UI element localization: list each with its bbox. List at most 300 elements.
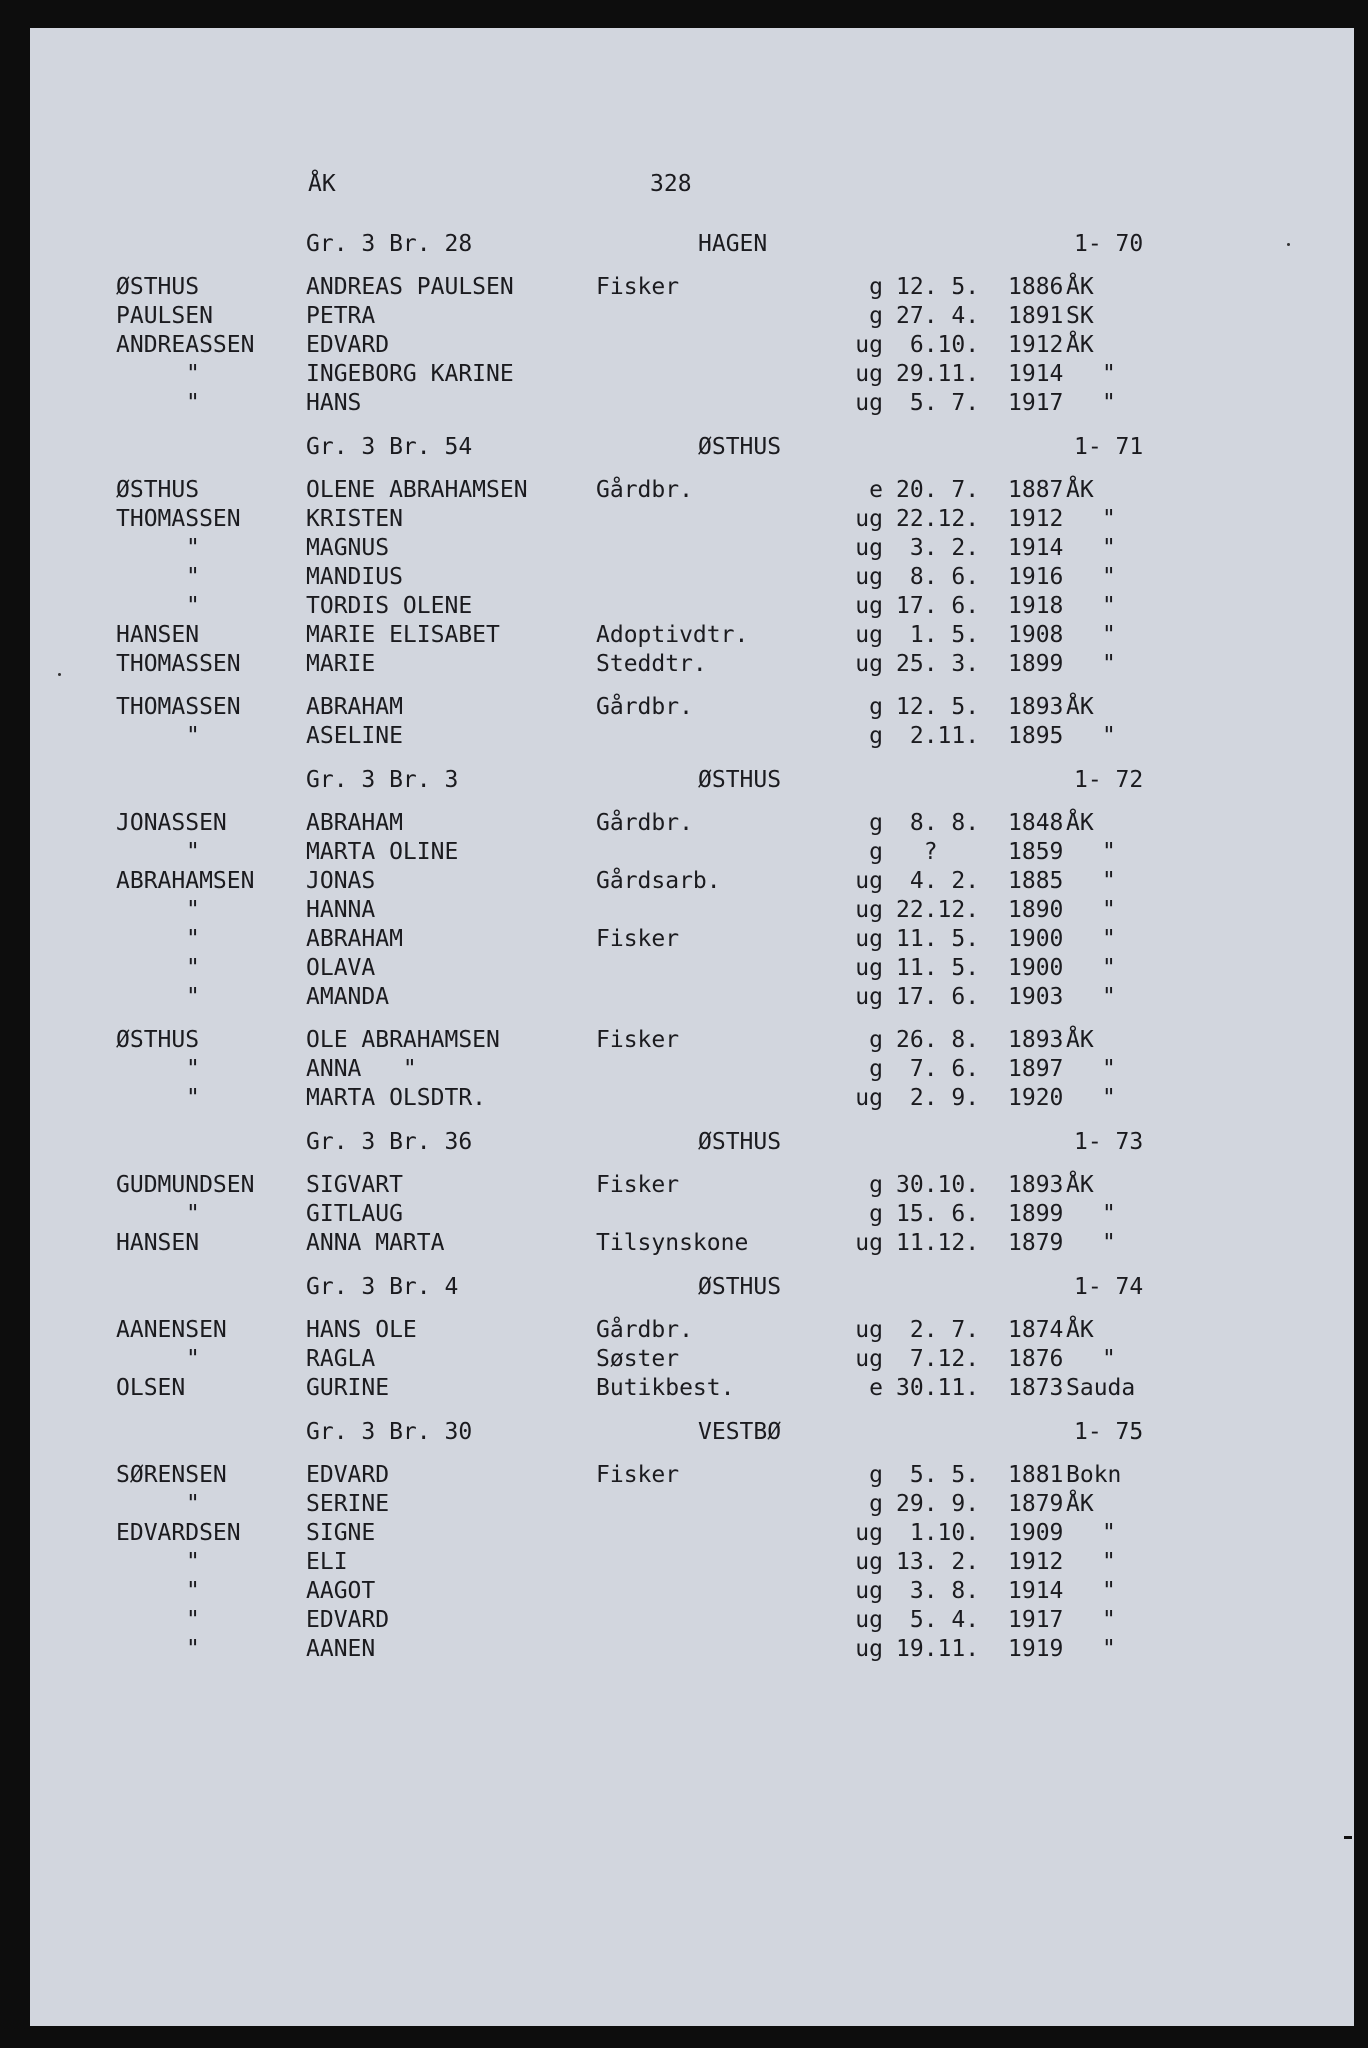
birth-date: 17. 6. bbox=[896, 984, 980, 1010]
birth-year: 1893 bbox=[1008, 1027, 1064, 1053]
farm-name: ØSTHUS bbox=[698, 1274, 782, 1300]
birth-date: 7.12. bbox=[896, 1346, 980, 1372]
person-row bbox=[30, 983, 1354, 1012]
census-listing bbox=[30, 28, 1144, 1662]
marital-status: g bbox=[869, 274, 883, 300]
person-row bbox=[30, 331, 1354, 360]
birthplace: " bbox=[1102, 535, 1116, 561]
birthplace: " bbox=[1102, 506, 1116, 532]
parish-code: ÅK bbox=[308, 171, 336, 197]
given-name: PETRA bbox=[306, 303, 376, 329]
birth-year: 1914 bbox=[1008, 1578, 1064, 1604]
birth-date: 4. 2. bbox=[896, 868, 980, 894]
marital-status: e bbox=[869, 477, 883, 503]
birth-date: 5. 5. bbox=[896, 1462, 980, 1488]
person-row bbox=[30, 1519, 1354, 1548]
household-header bbox=[30, 1128, 1354, 1157]
given-name: MARIE bbox=[306, 651, 376, 677]
birthplace: ÅK bbox=[1066, 1027, 1094, 1053]
given-name: HANNA bbox=[306, 897, 376, 923]
household-number: 1- 75 bbox=[1074, 1419, 1144, 1445]
group-ref: Gr. 3 Br. 4 bbox=[306, 1274, 459, 1300]
surname: ANDREASSEN bbox=[116, 332, 255, 358]
birth-date: 1.10. bbox=[896, 1520, 980, 1546]
birth-date: 30.11. bbox=[896, 1375, 980, 1401]
household-number: 1- 71 bbox=[1074, 434, 1144, 460]
birth-date: 8. 8. bbox=[896, 810, 980, 836]
given-name: ANNA " bbox=[306, 1056, 417, 1082]
birth-year: 1900 bbox=[1008, 926, 1064, 952]
birth-year: 1908 bbox=[1008, 622, 1064, 648]
surname: THOMASSEN bbox=[116, 651, 241, 677]
marital-status: ug bbox=[855, 361, 883, 387]
given-name: ABRAHAM bbox=[306, 926, 403, 952]
birthplace: ÅK bbox=[1066, 1317, 1094, 1343]
birthplace: " bbox=[1102, 1578, 1116, 1604]
birth-date: 2. 7. bbox=[896, 1317, 980, 1343]
marital-status: ug bbox=[855, 1346, 883, 1372]
birth-date: 25. 3. bbox=[896, 651, 980, 677]
occupation: Fisker bbox=[596, 1462, 680, 1488]
birthplace: " bbox=[1102, 839, 1116, 865]
farm-name: VESTBØ bbox=[698, 1419, 782, 1445]
group-ref: Gr. 3 Br. 36 bbox=[306, 1129, 473, 1155]
birth-date: 13. 2. bbox=[896, 1549, 980, 1575]
household-header bbox=[30, 1273, 1354, 1302]
birth-date: 2.11. bbox=[896, 723, 980, 749]
birth-year: 1916 bbox=[1008, 564, 1064, 590]
birthplace: ÅK bbox=[1066, 274, 1094, 300]
marital-status: ug bbox=[855, 1520, 883, 1546]
surname: " bbox=[186, 1085, 200, 1111]
birth-year: 1899 bbox=[1008, 1201, 1064, 1227]
birth-date: 7. 6. bbox=[896, 1056, 980, 1082]
person-row bbox=[30, 1374, 1354, 1403]
surname: " bbox=[186, 1491, 200, 1517]
marital-status: ug bbox=[855, 868, 883, 894]
birth-date: 20. 7. bbox=[896, 477, 980, 503]
birth-date: 2. 9. bbox=[896, 1085, 980, 1111]
marital-status: ug bbox=[855, 1636, 883, 1662]
person-row bbox=[30, 1606, 1354, 1635]
marital-status: ug bbox=[855, 955, 883, 981]
given-name: ELI bbox=[306, 1549, 348, 1575]
surname: " bbox=[186, 1201, 200, 1227]
person-row bbox=[30, 925, 1354, 954]
person-row bbox=[30, 896, 1354, 925]
birth-year: 1903 bbox=[1008, 984, 1064, 1010]
surname: ØSTHUS bbox=[116, 477, 200, 503]
surname: HANSEN bbox=[116, 1230, 200, 1256]
given-name: EDVARD bbox=[306, 1607, 390, 1633]
given-name: GITLAUG bbox=[306, 1201, 403, 1227]
birth-date: 29.11. bbox=[896, 361, 980, 387]
given-name: MANDIUS bbox=[306, 564, 403, 590]
marital-status: g bbox=[869, 1462, 883, 1488]
occupation: Søster bbox=[596, 1346, 680, 1372]
person-row bbox=[30, 809, 1354, 838]
surname: " bbox=[186, 390, 200, 416]
occupation: Gårdbr. bbox=[596, 694, 693, 720]
birth-year: 1885 bbox=[1008, 868, 1064, 894]
surname: ØSTHUS bbox=[116, 274, 200, 300]
person-row bbox=[30, 1635, 1354, 1664]
given-name: JONAS bbox=[306, 868, 376, 894]
surname: ABRAHAMSEN bbox=[116, 868, 255, 894]
marital-status: e bbox=[869, 1375, 883, 1401]
birth-date: 17. 6. bbox=[896, 593, 980, 619]
marital-status: g bbox=[869, 303, 883, 329]
birth-date: 1. 5. bbox=[896, 622, 980, 648]
birthplace: ÅK bbox=[1066, 1491, 1094, 1517]
birth-year: 1917 bbox=[1008, 390, 1064, 416]
birth-year: 1879 bbox=[1008, 1491, 1064, 1517]
household-header bbox=[30, 1418, 1354, 1447]
person-row bbox=[30, 273, 1354, 302]
marital-status: g bbox=[869, 694, 883, 720]
given-name: SERINE bbox=[306, 1491, 390, 1517]
occupation: Fisker bbox=[596, 274, 680, 300]
surname: PAULSEN bbox=[116, 303, 213, 329]
birthplace: ÅK bbox=[1066, 694, 1094, 720]
surname: " bbox=[186, 1056, 200, 1082]
surname: ØSTHUS bbox=[116, 1027, 200, 1053]
birth-year: 1897 bbox=[1008, 1056, 1064, 1082]
marital-status: g bbox=[869, 723, 883, 749]
birthplace: " bbox=[1102, 868, 1116, 894]
surname: AANENSEN bbox=[116, 1317, 227, 1343]
birth-date: 29. 9. bbox=[896, 1491, 980, 1517]
surname: " bbox=[186, 839, 200, 865]
birth-year: 1848 bbox=[1008, 810, 1064, 836]
given-name: HANS OLE bbox=[306, 1317, 417, 1343]
birth-date: 19.11. bbox=[896, 1636, 980, 1662]
surname: " bbox=[186, 593, 200, 619]
surname: " bbox=[186, 1346, 200, 1372]
page-number: 328 bbox=[650, 171, 692, 197]
birth-date: 22.12. bbox=[896, 506, 980, 532]
given-name: AANEN bbox=[306, 1636, 376, 1662]
birth-date: 22.12. bbox=[896, 897, 980, 923]
surname: HANSEN bbox=[116, 622, 200, 648]
surname: GUDMUNDSEN bbox=[116, 1172, 255, 1198]
document-page bbox=[30, 28, 1354, 2026]
given-name: SIGNE bbox=[306, 1520, 376, 1546]
marital-status: ug bbox=[855, 593, 883, 619]
birth-year: 1914 bbox=[1008, 361, 1064, 387]
marital-status: ug bbox=[855, 897, 883, 923]
occupation: Gårdsarb. bbox=[596, 868, 721, 894]
birthplace: Sauda bbox=[1066, 1375, 1136, 1401]
occupation: Butikbest. bbox=[596, 1375, 735, 1401]
person-row bbox=[30, 1084, 1354, 1113]
given-name: ASELINE bbox=[306, 723, 403, 749]
person-row bbox=[30, 592, 1354, 621]
marital-status: g bbox=[869, 1201, 883, 1227]
birth-year: 1900 bbox=[1008, 955, 1064, 981]
person-row bbox=[30, 621, 1354, 650]
birthplace: " bbox=[1102, 1520, 1116, 1546]
birth-year: 1873 bbox=[1008, 1375, 1064, 1401]
surname: " bbox=[186, 955, 200, 981]
birthplace: " bbox=[1102, 1230, 1116, 1256]
birthplace: " bbox=[1102, 1056, 1116, 1082]
given-name: ABRAHAM bbox=[306, 810, 403, 836]
birth-year: 1859 bbox=[1008, 839, 1064, 865]
birthplace: " bbox=[1102, 984, 1116, 1010]
marital-status: ug bbox=[855, 332, 883, 358]
surname: EDVARDSEN bbox=[116, 1520, 241, 1546]
marital-status: ug bbox=[855, 564, 883, 590]
given-name: MARIE ELISABET bbox=[306, 622, 500, 648]
person-row bbox=[30, 1577, 1354, 1606]
birth-year: 1914 bbox=[1008, 535, 1064, 561]
birth-year: 1919 bbox=[1008, 1636, 1064, 1662]
person-row bbox=[30, 1229, 1354, 1258]
birth-year: 1918 bbox=[1008, 593, 1064, 619]
surname: OLSEN bbox=[116, 1375, 186, 1401]
birthplace: " bbox=[1102, 926, 1116, 952]
birthplace: " bbox=[1102, 723, 1116, 749]
page-header bbox=[30, 170, 1354, 199]
person-row bbox=[30, 650, 1354, 679]
person-row bbox=[30, 1200, 1354, 1229]
household-header bbox=[30, 766, 1354, 795]
birthplace: " bbox=[1102, 1636, 1116, 1662]
marital-status: ug bbox=[855, 622, 883, 648]
birth-date: 15. 6. bbox=[896, 1201, 980, 1227]
birth-date: 11.12. bbox=[896, 1230, 980, 1256]
given-name: ANDREAS PAULSEN bbox=[306, 274, 514, 300]
surname: " bbox=[186, 535, 200, 561]
marital-status: ug bbox=[855, 1230, 883, 1256]
surname: THOMASSEN bbox=[116, 506, 241, 532]
given-name: GURINE bbox=[306, 1375, 390, 1401]
birth-year: 1912 bbox=[1008, 506, 1064, 532]
birth-year: 1886 bbox=[1008, 274, 1064, 300]
marital-status: g bbox=[869, 1491, 883, 1517]
birth-date: 12. 5. bbox=[896, 274, 980, 300]
birth-date: 27. 4. bbox=[896, 303, 980, 329]
birthplace: " bbox=[1102, 651, 1116, 677]
birth-date: 6.10. bbox=[896, 332, 980, 358]
birth-year: 1895 bbox=[1008, 723, 1064, 749]
person-row bbox=[30, 534, 1354, 563]
birth-date: 3. 2. bbox=[896, 535, 980, 561]
occupation: Fisker bbox=[596, 1027, 680, 1053]
person-row bbox=[30, 1316, 1354, 1345]
birthplace: ÅK bbox=[1066, 810, 1094, 836]
person-row bbox=[30, 1461, 1354, 1490]
household-number: 1- 74 bbox=[1074, 1274, 1144, 1300]
marital-status: ug bbox=[855, 506, 883, 532]
surname: THOMASSEN bbox=[116, 694, 241, 720]
occupation: Gårdbr. bbox=[596, 1317, 693, 1343]
birthplace: " bbox=[1102, 1085, 1116, 1111]
birth-date: 11. 5. bbox=[896, 955, 980, 981]
surname: " bbox=[186, 897, 200, 923]
household-header bbox=[30, 433, 1354, 462]
person-row bbox=[30, 1548, 1354, 1577]
person-row bbox=[30, 1490, 1354, 1519]
farm-name: ØSTHUS bbox=[698, 434, 782, 460]
given-name: SIGVART bbox=[306, 1172, 403, 1198]
birthplace: " bbox=[1102, 1607, 1116, 1633]
given-name: KRISTEN bbox=[306, 506, 403, 532]
person-row bbox=[30, 360, 1354, 389]
surname: " bbox=[186, 984, 200, 1010]
surname: " bbox=[186, 1549, 200, 1575]
farm-name: HAGEN bbox=[698, 231, 768, 257]
marital-status: ug bbox=[855, 651, 883, 677]
birth-year: 1881 bbox=[1008, 1462, 1064, 1488]
group-ref: Gr. 3 Br. 3 bbox=[306, 767, 459, 793]
birthplace: ÅK bbox=[1066, 1172, 1094, 1198]
occupation: Steddtr. bbox=[596, 651, 707, 677]
marital-status: g bbox=[869, 810, 883, 836]
birth-year: 1891 bbox=[1008, 303, 1064, 329]
person-row bbox=[30, 1345, 1354, 1374]
birthplace: Bokn bbox=[1066, 1462, 1122, 1488]
edge-mark bbox=[1344, 1836, 1352, 1839]
given-name: HANS bbox=[306, 390, 362, 416]
birthplace: " bbox=[1102, 390, 1116, 416]
birth-year: 1893 bbox=[1008, 1172, 1064, 1198]
person-row bbox=[30, 389, 1354, 418]
occupation: Fisker bbox=[596, 926, 680, 952]
person-row bbox=[30, 1171, 1354, 1200]
person-row bbox=[30, 867, 1354, 896]
birth-date: 5. 4. bbox=[896, 1607, 980, 1633]
birthplace: ÅK bbox=[1066, 332, 1094, 358]
given-name: EDVARD bbox=[306, 332, 390, 358]
given-name: RAGLA bbox=[306, 1346, 376, 1372]
person-row bbox=[30, 563, 1354, 592]
given-name: OLENE ABRAHAMSEN bbox=[306, 477, 528, 503]
marital-status: g bbox=[869, 1172, 883, 1198]
marital-status: ug bbox=[855, 535, 883, 561]
person-row bbox=[30, 1055, 1354, 1084]
birth-year: 1893 bbox=[1008, 694, 1064, 720]
person-row bbox=[30, 693, 1354, 722]
surname: " bbox=[186, 926, 200, 952]
birth-year: 1899 bbox=[1008, 651, 1064, 677]
marital-status: g bbox=[869, 839, 883, 865]
birth-year: 1912 bbox=[1008, 332, 1064, 358]
birth-year: 1917 bbox=[1008, 1607, 1064, 1633]
birth-year: 1879 bbox=[1008, 1230, 1064, 1256]
marital-status: g bbox=[869, 1056, 883, 1082]
household-header bbox=[30, 230, 1354, 259]
household-number: 1- 73 bbox=[1074, 1129, 1144, 1155]
surname: " bbox=[186, 564, 200, 590]
given-name: ANNA MARTA bbox=[306, 1230, 445, 1256]
marital-status: ug bbox=[855, 1085, 883, 1111]
marital-status: g bbox=[869, 1027, 883, 1053]
person-row bbox=[30, 722, 1354, 751]
birthplace: " bbox=[1102, 1201, 1116, 1227]
birth-date: 11. 5. bbox=[896, 926, 980, 952]
household-number: 1- 70 bbox=[1074, 231, 1144, 257]
birth-year: 1890 bbox=[1008, 897, 1064, 923]
surname: " bbox=[186, 723, 200, 749]
birthplace: " bbox=[1102, 1549, 1116, 1575]
birthplace: ÅK bbox=[1066, 477, 1094, 503]
person-row bbox=[30, 838, 1354, 867]
given-name: TORDIS OLENE bbox=[306, 593, 473, 619]
person-row bbox=[30, 505, 1354, 534]
surname: " bbox=[186, 1607, 200, 1633]
occupation: Fisker bbox=[596, 1172, 680, 1198]
birthplace: " bbox=[1102, 361, 1116, 387]
surname: JONASSEN bbox=[116, 810, 227, 836]
household-number: 1- 72 bbox=[1074, 767, 1144, 793]
surname: SØRENSEN bbox=[116, 1462, 227, 1488]
marital-status: ug bbox=[855, 926, 883, 952]
given-name: ABRAHAM bbox=[306, 694, 403, 720]
given-name: OLE ABRAHAMSEN bbox=[306, 1027, 500, 1053]
birthplace: " bbox=[1102, 564, 1116, 590]
birth-date: 30.10. bbox=[896, 1172, 980, 1198]
birth-year: 1920 bbox=[1008, 1085, 1064, 1111]
birthplace: SK bbox=[1066, 303, 1094, 329]
birth-year: 1909 bbox=[1008, 1520, 1064, 1546]
surname: " bbox=[186, 361, 200, 387]
given-name: AAGOT bbox=[306, 1578, 376, 1604]
surname: " bbox=[186, 1636, 200, 1662]
given-name: EDVARD bbox=[306, 1462, 390, 1488]
group-ref: Gr. 3 Br. 54 bbox=[306, 434, 473, 460]
birth-year: 1876 bbox=[1008, 1346, 1064, 1372]
marital-status: ug bbox=[855, 1317, 883, 1343]
group-ref: Gr. 3 Br. 28 bbox=[306, 231, 473, 257]
occupation: Gårdbr. bbox=[596, 477, 693, 503]
occupation: Gårdbr. bbox=[596, 810, 693, 836]
birth-date: 5. 7. bbox=[896, 390, 980, 416]
birth-date: 8. 6. bbox=[896, 564, 980, 590]
farm-name: ØSTHUS bbox=[698, 1129, 782, 1155]
birth-year: 1912 bbox=[1008, 1549, 1064, 1575]
marital-status: ug bbox=[855, 1607, 883, 1633]
marital-status: ug bbox=[855, 984, 883, 1010]
birth-year: 1887 bbox=[1008, 477, 1064, 503]
birth-date: 3. 8. bbox=[896, 1578, 980, 1604]
given-name: AMANDA bbox=[306, 984, 390, 1010]
birthplace: " bbox=[1102, 955, 1116, 981]
birth-date: 26. 8. bbox=[896, 1027, 980, 1053]
farm-name: ØSTHUS bbox=[698, 767, 782, 793]
person-row bbox=[30, 1026, 1354, 1055]
given-name: INGEBORG KARINE bbox=[306, 361, 514, 387]
person-row bbox=[30, 954, 1354, 983]
given-name: MAGNUS bbox=[306, 535, 390, 561]
occupation: Adoptivdtr. bbox=[596, 622, 749, 648]
birthplace: " bbox=[1102, 1346, 1116, 1372]
marital-status: ug bbox=[855, 1578, 883, 1604]
marital-status: ug bbox=[855, 390, 883, 416]
birth-year: 1874 bbox=[1008, 1317, 1064, 1343]
birthplace: " bbox=[1102, 897, 1116, 923]
birthplace: " bbox=[1102, 593, 1116, 619]
person-row bbox=[30, 302, 1354, 331]
person-row bbox=[30, 476, 1354, 505]
given-name: MARTA OLINE bbox=[306, 839, 459, 865]
birth-date: ? bbox=[896, 839, 980, 865]
group-ref: Gr. 3 Br. 30 bbox=[306, 1419, 473, 1445]
surname: " bbox=[186, 1578, 200, 1604]
given-name: MARTA OLSDTR. bbox=[306, 1085, 487, 1111]
marital-status: ug bbox=[855, 1549, 883, 1575]
